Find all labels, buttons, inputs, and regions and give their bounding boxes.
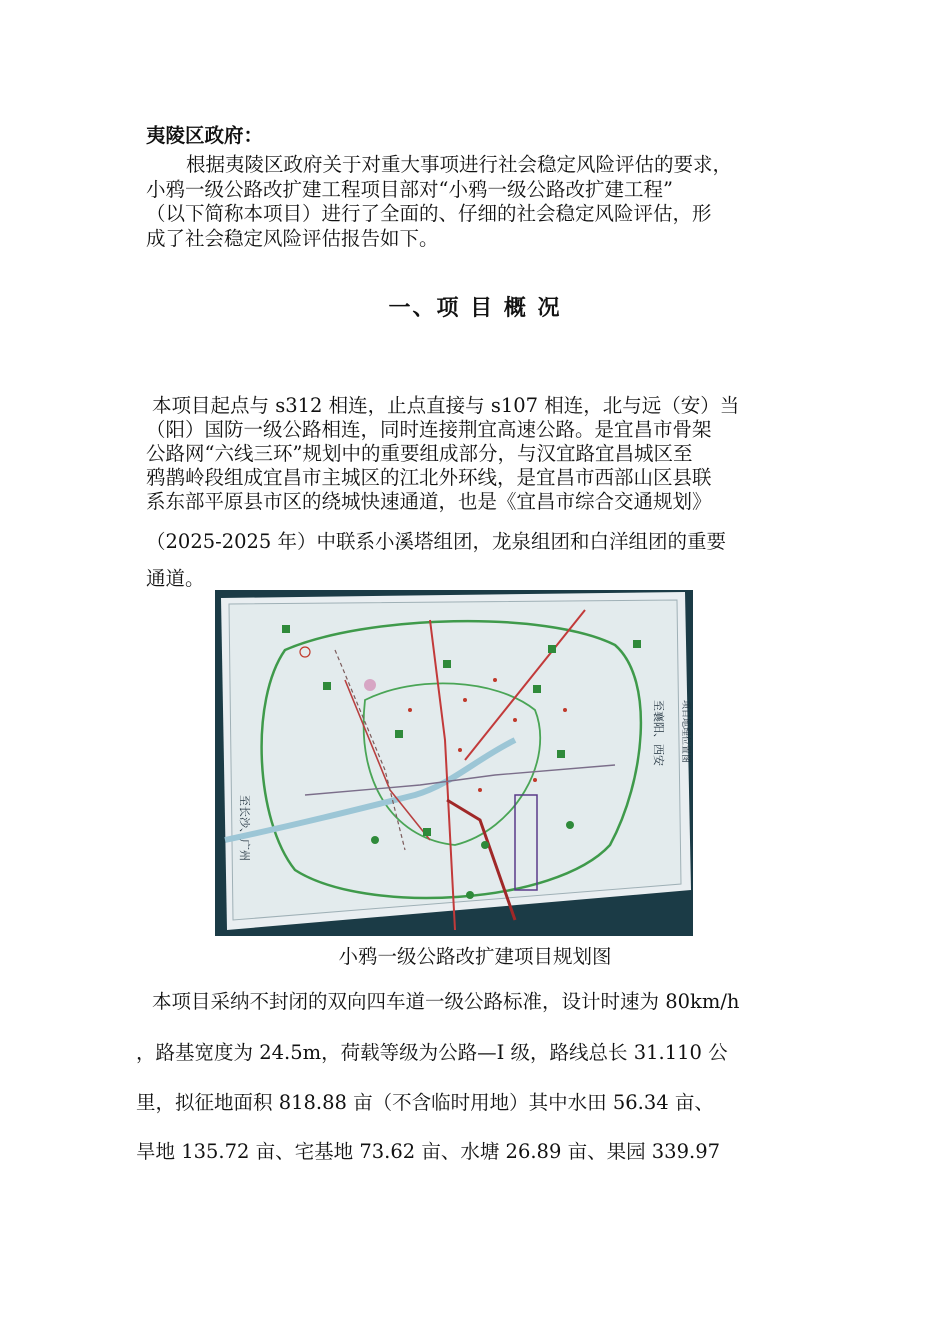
map-label-east: 至襄阳、西安 xyxy=(652,700,665,766)
salutation: 夷陵区政府： xyxy=(146,124,264,147)
overview-line: 公路网“六线三环”规划中的重要组成部分，与汉宜路宜昌城区至 xyxy=(146,442,693,465)
overview-line: 通道。 xyxy=(146,567,205,590)
section-heading: 一、项 目 概 况 xyxy=(388,296,562,321)
overview-line: （2025-2025 年）中联系小溪塔组团，龙泉组团和白洋组团的重要 xyxy=(146,530,727,553)
intro-line: （以下简称本项目）进行了全面的、仔细的社会稳定风险评估，形 xyxy=(146,202,712,225)
standard-line: ，路基宽度为 24.5m，荷载等级为公路—I 级，路线总长 31.110 公 xyxy=(136,1041,728,1064)
standard-line: 里，拟征地面积 818.88 亩（不含临时用地）其中水田 56.34 亩、 xyxy=(136,1091,714,1114)
overview-line: 本项目起点与 s312 相连，止点直接与 s107 相连，北与远（安）当 xyxy=(152,394,740,417)
intro-line: 成了社会稳定风险评估报告如下。 xyxy=(146,227,439,250)
intro-line: 小鸦一级公路改扩建工程项目部对“小鸦一级公路改扩建工程” xyxy=(146,178,673,201)
overview-line: 系东部平原县市区的绕城快速通道，也是《宜昌市综合交通规划》 xyxy=(146,490,712,513)
map-label-side: 项目地理位置图 xyxy=(680,700,690,764)
project-map-image xyxy=(215,590,693,936)
standard-line: 旱地 135.72 亩、宅基地 73.62 亩、水塘 26.89 亩、果园 339.97 xyxy=(136,1140,721,1163)
overview-line: 鸦鹊岭段组成宜昌市主城区的江北外环线，是宜昌市西部山区县联 xyxy=(146,466,712,489)
overview-line: （阳）国防一级公路相连，同时连接荆宜高速公路。是宜昌市骨架 xyxy=(146,418,712,441)
intro-line: 根据夷陵区政府关于对重大事项进行社会稳定风险评估的要求， xyxy=(186,153,733,176)
standard-line: 本项目采纳不封闭的双向四车道一级公路标准，设计时速为 80km/h xyxy=(152,990,740,1013)
figure-caption: 小鸦一级公路改扩建项目规划图 xyxy=(338,945,612,968)
map-label-west: 至长沙、广州 xyxy=(238,795,251,861)
